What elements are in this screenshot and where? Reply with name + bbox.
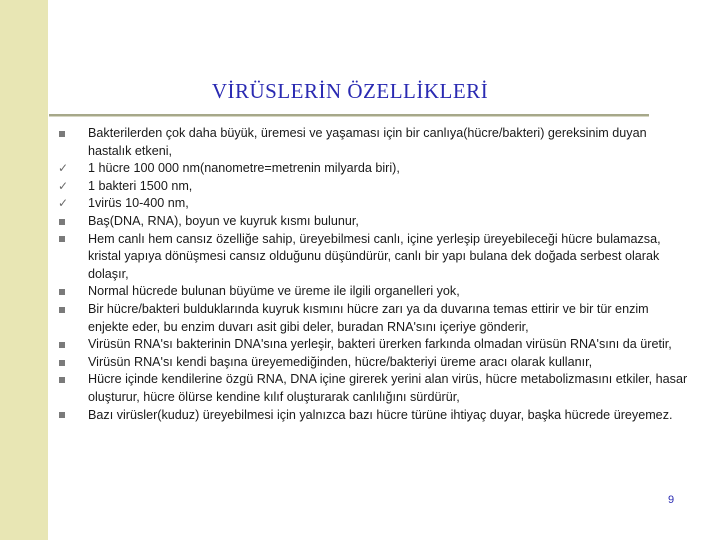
list-item-text: Baş(DNA, RNA), boyun ve kuyruk kısmı bulunur, [88,213,359,228]
title-divider [49,114,649,116]
list-item-text: Bazı virüsler(kuduz) üreyebilmesi için yalnızca bazı hücre türüne ihtiyaç duyar, başka hücrede üreyemez. [88,407,673,422]
list-item-text: Hem canlı hem cansız özelliğe sahip, üreyebilmesi canlı, içine yerleşip üreyebileceği hücre bulamazsa, kristal yapıya dönüşmesi cansız olduğunu düşündürür, canlı bir yapı bulana dek doğada serbest olarak dolaşır, [88,231,661,281]
square-bullet-icon [58,231,72,249]
check-bullet-icon: ✓ [58,178,69,193]
bullet-list [58,125,688,424]
slide-title: VİRÜSLERİN ÖZELLİKLERİ [211,79,489,103]
list-item [58,336,688,354]
list-item [58,283,688,301]
list-item [58,354,688,372]
list-item [58,407,688,425]
list-item [58,213,688,231]
list-item [58,371,688,406]
list-item-text: 1virüs 10-400 nm, [88,196,189,211]
side-band [0,0,48,540]
square-bullet-icon [58,283,72,301]
square-bullet-icon [58,354,72,372]
list-item-text: Bakterilerden çok daha büyük, üremesi ve yaşaması için bir canlıya(hücre/bakteri) gereksinim duyan hastalık etkeni, [88,126,647,158]
list-item-text: 1 hücre 100 000 nm(nanometre=metrenin milyarda biri), [88,161,400,176]
check-bullet-icon: ✓ [58,196,69,211]
list-item-text: Virüsün RNA'sı kendi başına üreyemediğinden, hücre/bakteriyi üreme aracı olarak kullanır, [88,354,593,369]
square-bullet-icon [58,125,72,143]
square-bullet-icon [58,407,72,425]
square-bullet-icon [58,336,72,354]
square-bullet-icon [58,301,72,319]
list-item-text: Hücre içinde kendilerine özgü RNA, DNA içine girerek yerini alan virüs, hücre metabolizmasını etkiler, hasar oluşturur, hücre ölürse kendine kılıf oluşturarak canlılığını sürdürür, [88,372,688,404]
list-item-text: Bir hücre/bakteri bulduklarında kuyruk kısmını hücre zarı ya da duvarına temas ettirir ve bir tür enzim enjekte eder, bu enzim duvarı asit gibi deler, buradan RNA'sını içeriye gönderir, [88,301,649,334]
list-item-text: Virüsün RNA'sı bakterinin DNA'sına yerleşir, bakteri ürerken farkında olmadan virüsün RNA'sını da üretir, [88,337,672,352]
check-bullet-icon: ✓ [58,161,69,176]
list-item [58,231,688,284]
square-bullet-icon [58,213,72,231]
list-item [58,160,688,178]
list-item-text: 1 bakteri 1500 nm, [88,178,193,193]
square-bullet-icon [58,371,72,389]
list-item [58,195,688,213]
list-item [58,301,688,336]
page-number: 9 [668,494,675,506]
list-item [58,178,688,196]
list-item [58,125,688,160]
list-item-text: Normal hücrede bulunan büyüme ve üreme ile ilgili organelleri yok, [88,284,460,299]
